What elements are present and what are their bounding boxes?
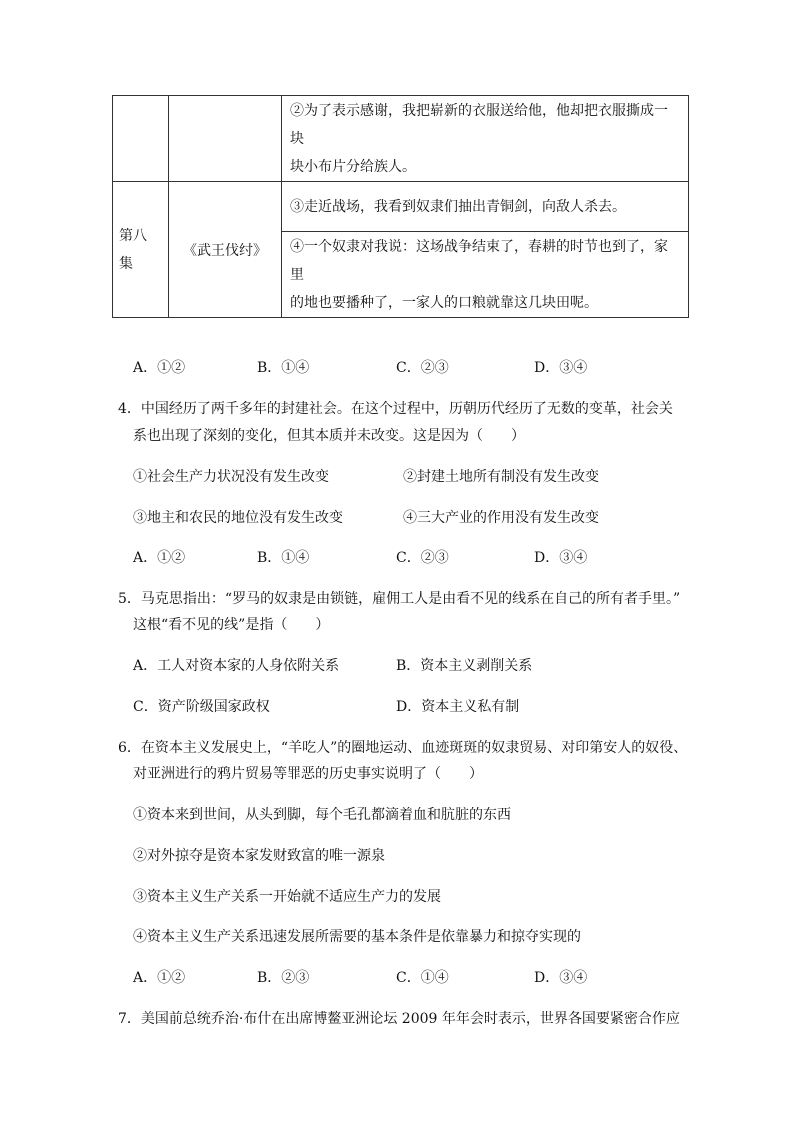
statement-item: ②封建土地所有制没有发生改变: [403, 469, 599, 485]
episode-label: 第八: [119, 227, 147, 244]
option-c[interactable]: C．②③: [396, 360, 449, 376]
option-b[interactable]: B．②③: [257, 970, 310, 986]
question-7-stem: 7．美国前总统乔治·布什在出席博鳌亚洲论坛 2009 年年会时表示，世界各国要紧密合作应: [118, 1011, 680, 1027]
statement-4-line: ④一个奴隶对我说：这场战争结束了，春耕的时节也到了，家里: [290, 238, 668, 283]
option-d[interactable]: D．资本主义私有制: [396, 699, 520, 715]
statement-2-line: 块小布片分给族人。: [290, 158, 416, 175]
question-5-stem: 5．马克思指出：“罗马的奴隶是由锁链，雇佣工人是由看不见的线系在自己的所有者手里。”: [118, 591, 681, 607]
episode-label: 集: [119, 255, 133, 272]
question-4-stem: 4．中国经历了两千多年的封建社会。在这个过程中，历朝历代经历了无数的变革，社会关: [118, 401, 673, 417]
episode-title-cell: [169, 182, 282, 318]
option-a[interactable]: A．①②: [133, 550, 186, 566]
table-cell-empty: [169, 96, 282, 182]
option-c[interactable]: C．②③: [396, 550, 449, 566]
option-d[interactable]: D．③④: [534, 550, 588, 566]
table-row: [113, 182, 689, 232]
question-6-stem: 对亚洲进行的鸦片贸易等罪恶的历史事实说明了（ ）: [133, 766, 483, 782]
table-row: [113, 96, 689, 182]
option-d[interactable]: D．③④: [534, 360, 588, 376]
statement-2-line: ②为了表示感谢，我把崭新的衣服送给他，他却把衣服撕成一块: [290, 102, 668, 147]
episode-cell: [113, 182, 169, 318]
option-b[interactable]: B．①④: [257, 550, 310, 566]
statement-item: ①资本来到世间，从头到脚，每个毛孔都滴着血和肮脏的东西: [133, 807, 511, 823]
option-b[interactable]: B．①④: [257, 360, 310, 376]
statement-item: ②对外掠夺是资本家发财致富的唯一源泉: [133, 848, 385, 864]
option-a[interactable]: A．①②: [133, 970, 186, 986]
table-cell-empty: [113, 96, 169, 182]
statement-item: ③资本主义生产关系一开始就不适应生产力的发展: [133, 889, 441, 905]
question-6-stem: 6．在资本主义发展史上，“羊吃人”的圈地运动、血迹斑斑的奴隶贸易、对印第安人的奴役、: [118, 740, 688, 756]
statement-item: ①社会生产力状况没有发生改变: [133, 469, 329, 485]
statement-item: ③地主和农民的地位没有发生改变: [133, 510, 343, 526]
statement-3: ③走近战场，我看到奴隶们抽出青铜剑，向敌人杀去。: [290, 198, 626, 215]
question-4-stem: 系也出现了深刻的变化，但其本质并未改变。这是因为（ ）: [133, 428, 525, 444]
statement-item: ④三大产业的作用没有发生改变: [403, 510, 599, 526]
option-c[interactable]: C．资产阶级国家政权: [133, 699, 270, 715]
table-cell-statement: [282, 182, 689, 232]
statement-item: ④资本主义生产关系迅速发展所需要的基本条件是依靠暴力和掠夺实现的: [133, 929, 581, 945]
option-a[interactable]: A．①②: [133, 360, 186, 376]
episode-title: 《武王伐纣》: [183, 242, 267, 259]
history-episode-table: [112, 95, 689, 318]
table-cell-statement: [282, 96, 689, 182]
statement-4-line: 的地也要播种了，一家人的口粮就靠这几块田呢。: [290, 294, 598, 311]
question-5-stem: 这根“看不见的线”是指（ ）: [133, 617, 330, 633]
option-c[interactable]: C．①④: [396, 970, 449, 986]
option-d[interactable]: D．③④: [534, 970, 588, 986]
option-b[interactable]: B．资本主义剥削关系: [396, 658, 533, 674]
table-cell-statement: [282, 232, 689, 318]
option-a[interactable]: A．工人对资本家的人身依附关系: [133, 658, 340, 674]
